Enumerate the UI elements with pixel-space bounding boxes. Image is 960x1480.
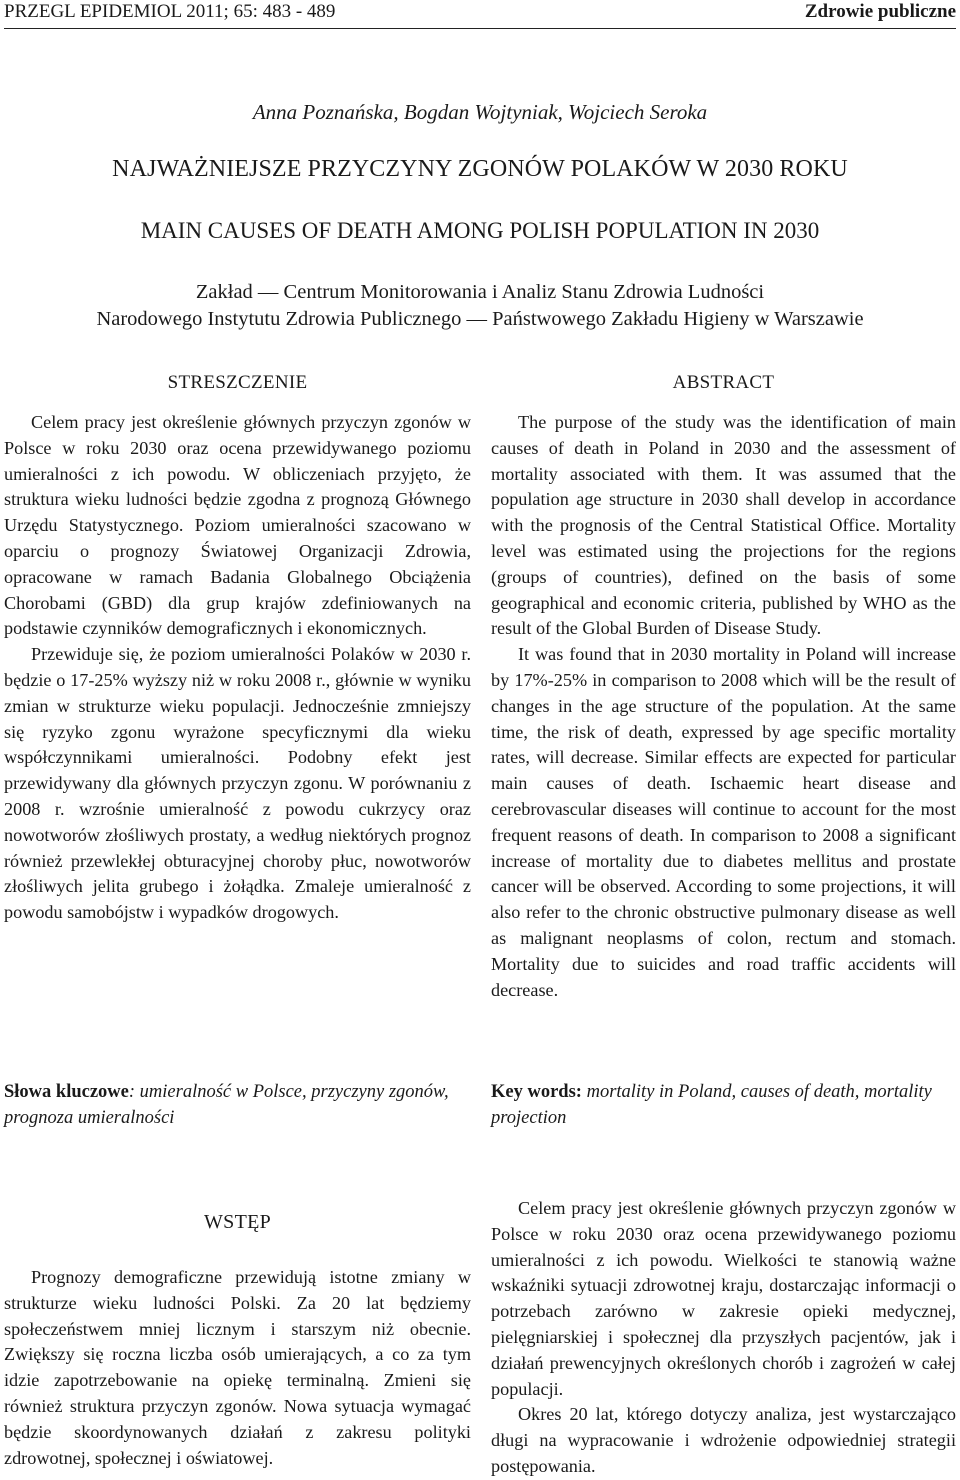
keywords-english-text: mortality in Poland, causes of death, mortality projection	[491, 1082, 932, 1128]
abstract-paragraph-2: It was found that in 2030 mortality in Poland will increase by 17%-25% in comparison to 2008 which will be the result of changes in the age structure of the population. At the same time, the risk of death, expressed by age specific mortality rates, will decrease. Similar effects are expected for particular main causes of death. Ischaemic heart disease and cerebrovascular diseases will continue to account for the most frequent reasons of death. In comparison to 2008 a significant increase of mortality due to diabetes mellitus and prostate cancer will be observed. According to some projections, it will also refer to the chronic obstructive pulmonary disease as well as malignant neoplasms of colon, rectum and stomach. Mortality due to suicides and road traffic accidents will decrease.	[491, 644, 956, 1000]
authors: Anna Poznańska, Bogdan Wojtyniak, Wojciech Seroka	[252, 100, 708, 124]
running-header	[4, 0, 956, 29]
keywords-english	[491, 1080, 956, 1132]
keywords-english-label: Key words:	[491, 1082, 582, 1102]
title-english: MAIN CAUSES OF DEATH AMONG POLISH POPULATION IN 2030	[140, 218, 820, 243]
journal-section: Zdrowie publiczne	[804, 1, 956, 22]
journal-citation: PRZEGL EPIDEMIOL 2011; 65: 483 - 489	[4, 1, 336, 22]
abstract-paragraph-1: The purpose of the study was the identification of main causes of death in Poland in 2030 and the assessment of mortality associated with them. It was assumed that the population age structure in 2030 shall develop in accordance with the prognosis of the Central Statistical Office. Mortality level was estimated using the projections for the regions (groups of countries), defined on the basis of some geographical and economic criteria, published by WHO as the result of the Global Burden of Disease Study.	[491, 412, 956, 639]
streszczenie-paragraph-2: Przewiduje się, że poziom umieralności Polaków w 2030 r. będzie o 17-25% wyższy niż w roku 2008 r., głównie w wyniku zmian w strukturze wieku populacji. Jednocześnie zmniejszy się ryzyko zgonu wyrażone specyficznymi dla wieku współczynnikami umieralności. Podobny efekt jest przewidywany dla głównych przyczyn zgonu. W porównaniu z 2008 r. wzrośnie umieralność z powodu cukrzycy oraz nowotworów złośliwych prostaty, a według niektórych prognoz również przewlekłej obturacyjnej choroby płuc, nowotworów złośliwych jelita grubego i żołądka. Zmaleje umieralność z powodu samobójstw i wypadków drogowych.	[4, 644, 471, 923]
title-polish: NAJWAŻNIEJSZE PRZYCZYNY ZGONÓW POLAKÓW W 2030 ROKU	[112, 156, 848, 182]
streszczenie-paragraph-1: Celem pracy jest określenie głównych przyczyn zgonów w Polsce w roku 2030 oraz ocena przewidywanego poziomu umieralności z ich powodu. W obliczeniach przyjęto, że struktura wieku ludności będzie zgodna z prognozą Głównego Urzędu Statystycznego. Poziom umieralności szacowano w oparciu o prognozy Światowej Organizacji Zdrowia, opracowane w ramach Badania Globalnego Obciążenia Chorobami (GBD) dla grup krajów zdefiniowanych na podstawie czynników demograficznych i ekonomicznych.	[4, 412, 471, 639]
keywords-polish	[4, 1080, 471, 1132]
keywords-polish-text: : umieralność w Polsce, przyczyny zgonów, prognoza umieralności	[4, 1082, 449, 1128]
keywords-polish-label: Słowa kluczowe	[4, 1082, 129, 1102]
intro-right-paragraph-2: Okres 20 lat, którego dotyczy analiza, jest wystarczająco długi na wypracowanie i wdrożenie odpowiedniej strategii postępowania.	[491, 1404, 956, 1476]
intro-left-paragraph-1: Prognozy demograficzne przewidują istotne zmiany w strukturze wieku ludności Polski. Za 20 lat będziemy społeczeństwem mniej licznym i starszym niż obecnie. Zwiększy się roczna liczba osób umierających, a co za tym idzie zapotrzebowanie na opiekę terminalną. Zmieni się również struktura przyczyn zgonów. Nowa sytuacja wymagać będzie skoordynowanych działań z zakresu polityki zdrowotnej, społecznej i oświatowej.	[4, 1267, 471, 1468]
abstract-heading: ABSTRACT	[672, 372, 775, 393]
affiliation	[0, 279, 960, 333]
abstract-section	[491, 370, 956, 1003]
intro-right-paragraph-1: Celem pracy jest określenie głównych przyczyn zgonów w Polsce w roku 2030 oraz ocena przewidywanego poziomu umieralności z ich powodu. Wielkości te stanowią ważne wskaźniki sytuacji zdrowotnej kraju, dostarczając informacji o potrzebach zarówno w zakresie opieki medycznej, pielęgniarskiej i społecznej dla przyszłych pacjentów, jak i działań prewencyjnych określonych chorób i zagrożeń w całej populacji.	[491, 1198, 956, 1399]
affiliation-line-2: Narodowego Instytutu Zdrowia Publicznego — Państwowego Zakładu Higieny w Warszawie	[96, 308, 864, 330]
intro-heading: WSTĘP	[203, 1211, 272, 1233]
intro-left-column	[4, 1209, 471, 1471]
streszczenie-section	[4, 370, 471, 926]
affiliation-line-1: Zakład — Centrum Monitorowania i Analiz Stanu Zdrowia Ludności	[195, 281, 765, 303]
intro-right-column	[491, 1196, 956, 1480]
streszczenie-heading: STRESZCZENIE	[167, 372, 308, 393]
